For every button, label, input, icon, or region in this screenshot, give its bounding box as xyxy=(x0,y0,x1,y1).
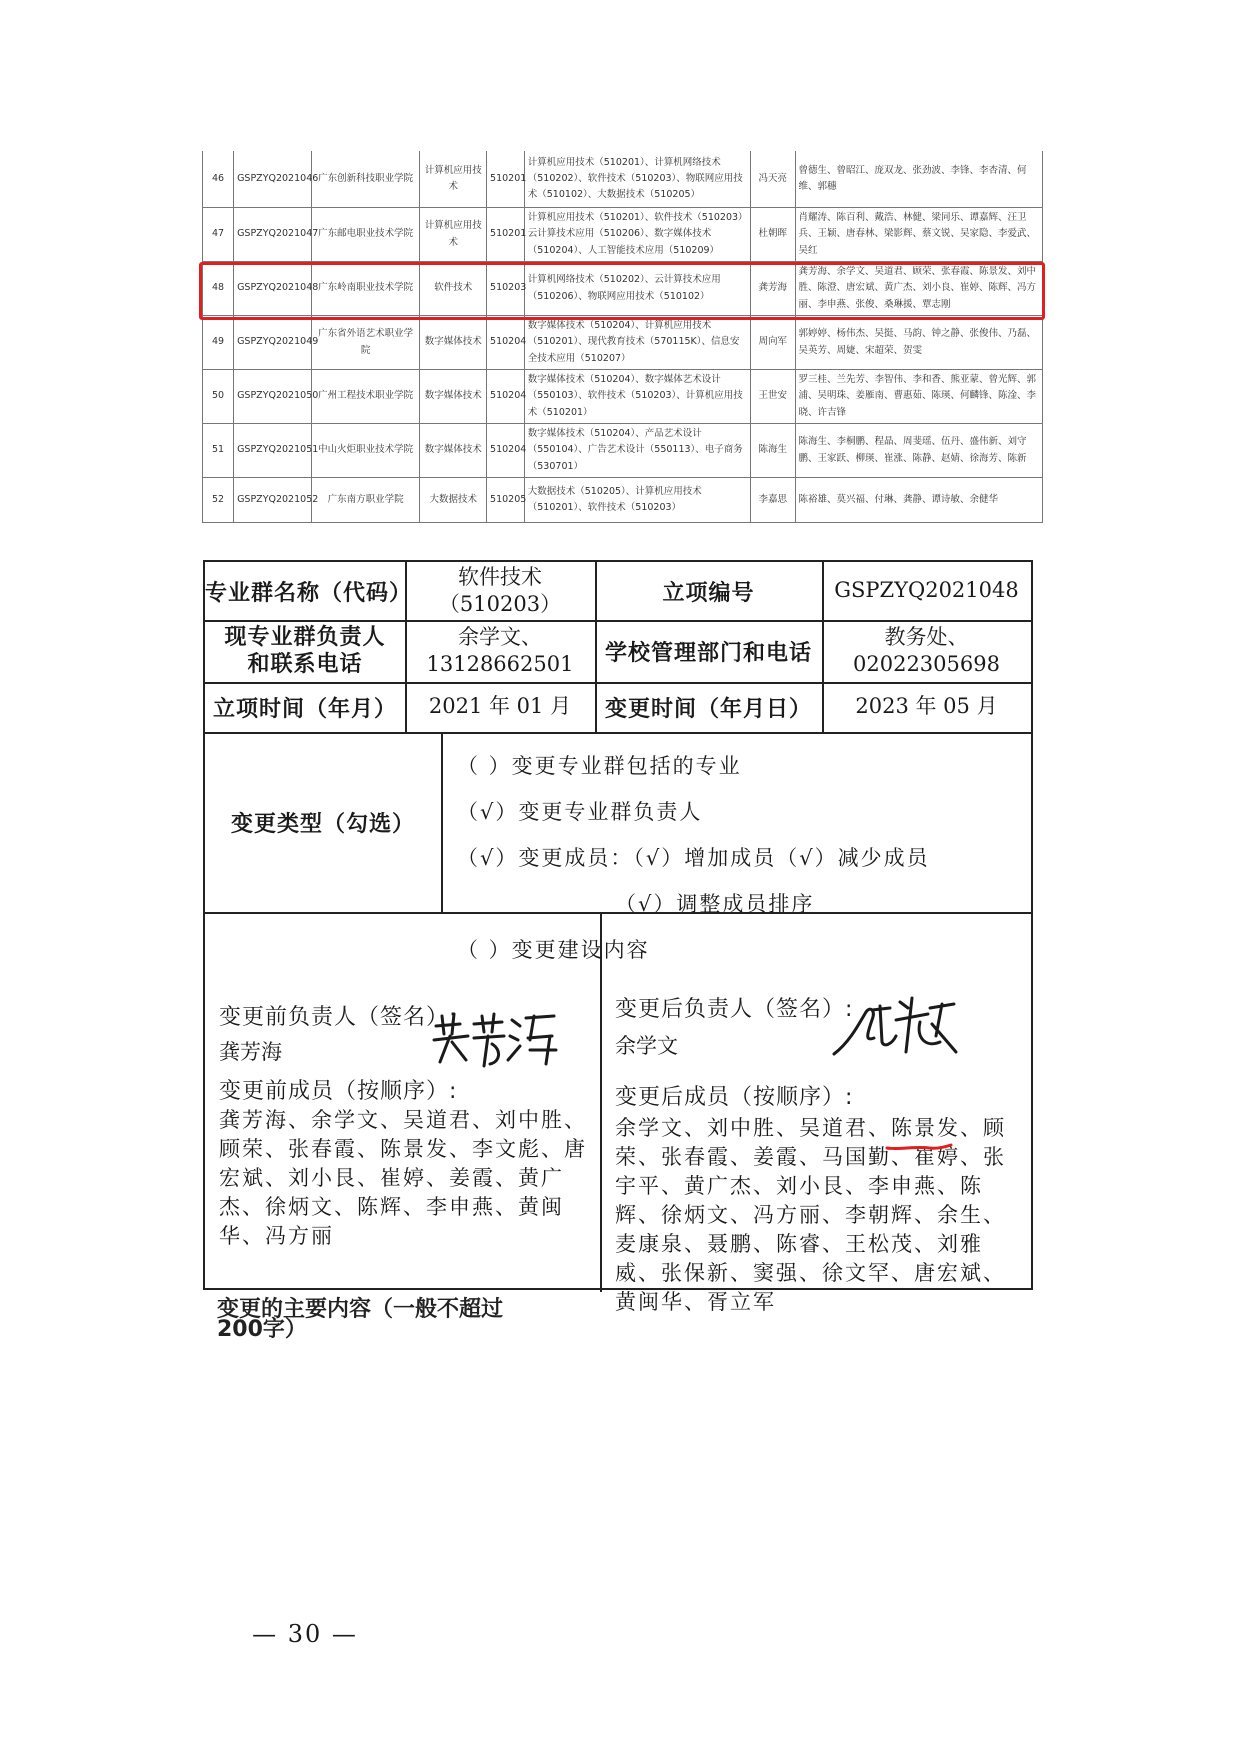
cut-off-row-text: 变更的主要内容（一般不超过200字） xyxy=(217,1297,504,1342)
after-leader-label: 变更后负责人（签名）: xyxy=(615,997,854,1022)
start-time-value: 2021 年 01 月 xyxy=(428,694,572,719)
major-name: 软件技术 xyxy=(420,262,487,316)
rule xyxy=(441,732,443,912)
change-time-label: 变更时间（年月日） xyxy=(604,696,812,722)
table-row xyxy=(203,208,1043,262)
leader-name: 王世安 xyxy=(751,370,795,424)
page-number: — 30 — xyxy=(252,1620,358,1648)
start-time-label: 立项时间（年月） xyxy=(212,696,397,722)
team-members: 罗三桂、兰先芳、李智伟、李和香、熊亚蒙、曾光辉、郭浦、吴明珠、姜雁南、曹惠茹、陈瑛、何麟锋、陈淦、李晓、许吉锋 xyxy=(795,370,1043,424)
leader-name: 杜朝晖 xyxy=(751,208,795,262)
major-name: 大数据技术 xyxy=(420,478,487,523)
before-leader-label: 变更前负责人（签名）: xyxy=(219,1005,458,1030)
major-code: 510204 xyxy=(487,316,525,370)
before-members-label: 变更前成员（按顺序）: xyxy=(219,1079,458,1104)
member-majors: 计算机应用技术（510201）、计算机网络技术（510202）、软件技术（510203）、物联网应用技术（510102）、大数据技术（510205） xyxy=(524,151,750,208)
row-no: 49 xyxy=(203,316,234,370)
major-name: 计算机应用技术 xyxy=(420,208,487,262)
change-type-label: 变更类型（勾选） xyxy=(230,811,415,837)
leader-name: 冯天亮 xyxy=(751,151,795,208)
dept-value: 教务处、 02022305698 xyxy=(853,624,1000,676)
group-name-value: 软件技术 （510203） xyxy=(438,564,562,616)
school-name: 广东省外语艺术职业学院 xyxy=(311,316,420,370)
table-row xyxy=(203,151,1043,208)
project-code: GSPZYQ2021047 xyxy=(234,208,312,262)
option-change-members: （√）变更成员：（√）增加成员（√）减少成员 xyxy=(457,846,930,870)
member-majors: 数字媒体技术（510204）、计算机应用技术（510201）、现代教育技术（570115K）、信息安全技术应用（510207） xyxy=(524,316,750,370)
before-leader-name: 龚芳海 xyxy=(219,1040,282,1064)
project-list-table xyxy=(202,151,1043,523)
leader-value: 余学文、 13128662501 xyxy=(426,624,574,676)
red-underline-mark xyxy=(885,1142,953,1152)
option-reorder-members: （√）调整成员排序 xyxy=(615,892,815,916)
highlight-row-48 xyxy=(199,262,1045,320)
school-name: 广东南方职业学院 xyxy=(311,478,420,523)
major-name: 数字媒体技术 xyxy=(420,424,487,478)
member-majors: 数字媒体技术（510204）、产品艺术设计（550104）、广告艺术设计（550113）、电子商务（530701） xyxy=(524,424,750,478)
option-change-content: （ ）变更建设内容 xyxy=(457,938,650,962)
member-majors: 大数据技术（510205）、计算机应用技术（510201）、软件技术（510203） xyxy=(524,478,750,523)
leader-name: 龚芳海 xyxy=(751,262,795,316)
project-code: GSPZYQ2021049 xyxy=(234,316,312,370)
rule xyxy=(600,912,602,1292)
leader-name: 周向军 xyxy=(751,316,795,370)
after-leader-name: 余学文 xyxy=(615,1034,678,1058)
major-code: 510204 xyxy=(487,370,525,424)
major-code: 510201 xyxy=(487,151,525,208)
team-members: 陈海生、李桐鹏、程晶、周斐瑶、伍丹、盛伟新、刘守鹏、王家跃、柳瑛、崔涨、陈静、赵婧、徐海芳、陈新 xyxy=(795,424,1043,478)
row-no: 52 xyxy=(203,478,234,523)
leader-name: 陈海生 xyxy=(751,424,795,478)
project-no-value: GSPZYQ2021048 xyxy=(834,578,1019,603)
table-row xyxy=(203,370,1043,424)
member-majors: 数字媒体技术（510204）、数字媒体艺术设计（550103）、软件技术（510203）、计算机应用技术（510201） xyxy=(524,370,750,424)
before-members-list: 龚芳海、余学文、吴道君、刘中胜、顾荣、张春霞、陈景发、李文彪、唐宏斌、刘小艮、崔婷、姜霞、黄广杰、徐炳文、陈辉、李申燕、黄闽华、冯方丽 xyxy=(219,1108,587,1248)
table-row xyxy=(203,478,1043,523)
project-no-label: 立项编号 xyxy=(662,580,755,606)
team-members: 龚芳海、余学文、吴道君、顾荣、张春霞、陈景发、刘中胜、陈澄、唐宏斌、黄广杰、刘小良、崔婷、陈辉、冯方丽、李申燕、张俊、桑琳援、覃志刚 xyxy=(795,262,1043,316)
row-no: 46 xyxy=(203,151,234,208)
member-majors: 计算机网络技术（510202）、云计算技术应用（510206）、物联网应用技术（510102） xyxy=(524,262,750,316)
row-no: 47 xyxy=(203,208,234,262)
major-name: 计算机应用技术 xyxy=(420,151,487,208)
after-leader-signature xyxy=(830,992,960,1062)
school-name: 中山火炬职业技术学院 xyxy=(311,424,420,478)
option-change-majors: （ ）变更专业群包括的专业 xyxy=(457,754,742,778)
table-row xyxy=(203,316,1043,370)
team-members: 肖耀涛、陈百利、戴浩、林健、梁同乐、谭嘉辉、汪卫兵、王颖、唐春林、梁影辉、蔡文锐、吴家隐、李爱武、吴红 xyxy=(795,208,1043,262)
group-name-label: 专业群名称（代码） xyxy=(205,580,413,606)
project-code: GSPZYQ2021050 xyxy=(234,370,312,424)
team-members: 郭婷婷、杨伟杰、吴挺、马韵、钟之静、张俊伟、乃磊、吴英芳、周婕、宋超荣、贺雯 xyxy=(795,316,1043,370)
major-name: 数字媒体技术 xyxy=(420,370,487,424)
team-members: 曾德生、曾昭江、庞双龙、张劲波、李锋、李杏清、何维、郭穗 xyxy=(795,151,1043,208)
project-code: GSPZYQ2021052 xyxy=(234,478,312,523)
school-name: 广州工程技术职业学院 xyxy=(311,370,420,424)
major-code: 510201 xyxy=(487,208,525,262)
leader-label: 现专业群负责人 和联系电话 xyxy=(224,624,386,677)
major-code: 510203 xyxy=(487,262,525,316)
member-majors: 计算机应用技术（510201）、软件技术（510203）云计算技术应用（510206）、数字媒体技术（510204）、人工智能技术应用（510209） xyxy=(524,208,750,262)
row-no: 48 xyxy=(203,262,234,316)
school-name: 广东邮电职业技术学院 xyxy=(311,208,420,262)
project-code: GSPZYQ2021046 xyxy=(234,151,312,208)
row-no: 50 xyxy=(203,370,234,424)
project-code: GSPZYQ2021048 xyxy=(234,262,312,316)
option-change-leader: （√）变更专业群负责人 xyxy=(457,800,703,824)
leader-name: 李嘉思 xyxy=(751,478,795,523)
dept-label: 学校管理部门和电话 xyxy=(604,640,812,666)
after-members-list: 余学文、刘中胜、吴道君、陈景发、顾荣、张春霞、姜霞、马国勤、崔婷、张宇平、黄广杰、刘小艮、李申燕、陈辉、徐炳文、冯方丽、李朝辉、余生、麦康泉、聂鹏、陈睿、王松茂、刘雅威、张保新、窦强、徐文罕、唐宏斌、黄闽华、胥立军 xyxy=(615,1116,1006,1314)
change-time-value: 2023 年 05 月 xyxy=(855,694,998,719)
team-members: 陈裕雄、莫兴福、付琳、龚静、谭诗敏、余健华 xyxy=(795,478,1043,523)
major-code: 510205 xyxy=(487,478,525,523)
change-form xyxy=(203,560,1033,1314)
before-leader-signature xyxy=(430,1010,560,1072)
school-name: 广东岭南职业技术学院 xyxy=(311,262,420,316)
major-name: 数字媒体技术 xyxy=(420,316,487,370)
school-name: 广东创新科技职业学院 xyxy=(311,151,420,208)
row-no: 51 xyxy=(203,424,234,478)
table-row xyxy=(203,424,1043,478)
project-code: GSPZYQ2021051 xyxy=(234,424,312,478)
after-members-label: 变更后成员（按顺序）: xyxy=(615,1085,854,1110)
major-code: 510204 xyxy=(487,424,525,478)
